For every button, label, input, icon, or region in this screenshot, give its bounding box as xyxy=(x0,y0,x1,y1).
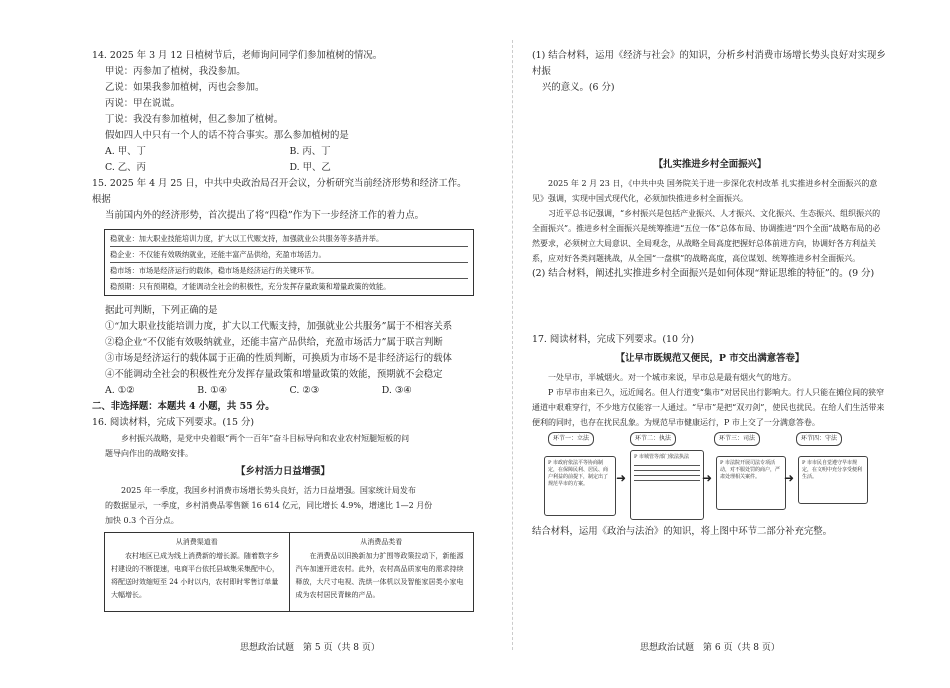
stage-4-compliance: 环节四：守法 xyxy=(796,432,842,446)
q16-intro-line2: 题导向作出的战略安排。 xyxy=(105,449,193,458)
q14-option-b[interactable]: B. 丙、丁 xyxy=(289,146,331,157)
stage-3-judiciary: 环节三：司法 xyxy=(714,432,760,446)
q16-sub2: (2) 结合材料，阐述扎实推进乡村全面振兴是如何体现“辩证思维的特征”的。(9 分) xyxy=(532,268,875,279)
stage-2-box xyxy=(630,450,704,520)
q15-item-4: ④不能调动全社会的积极性充分发挥存量政策和增量政策的效能，预期就不会稳定 xyxy=(105,369,443,380)
q14-ding: 丁说：我没有参加植树，但乙参加了植树。 xyxy=(105,114,284,125)
footer-right: 思想政治试题 第 6 页（共 8 页） xyxy=(640,643,780,653)
q15-item-2: ②稳企业“不仅能有效吸纳就业，还能丰富产品供给，充盈市场活力”属于联言判断 xyxy=(105,337,443,348)
q15-box-line: 稳企业：不仅能有效吸纳就业，还能丰富产品供给，充盈市场活力。 xyxy=(110,247,468,263)
question-16 xyxy=(92,415,474,612)
q15-option-d[interactable]: D. ③④ xyxy=(381,385,412,396)
q15-options xyxy=(92,383,474,399)
question-17 xyxy=(532,332,888,540)
q15-stem-line1: 15. 2025 年 4 月 25 日，中共中央政治局召开会议，分析研究当前经济形势和经济工作。根据 xyxy=(92,178,467,205)
blank-line[interactable] xyxy=(634,465,700,466)
q17-material-title: 【让早市既规范又便民，P 市交出满意答卷】 xyxy=(615,353,805,364)
stage-1-legislation: 环节一：立法 xyxy=(548,432,594,446)
q16-two-column-box xyxy=(104,532,474,612)
q16-material-p1: 2025 年 2 月 23 日，《中共中央 国务院关于进一步深化农村改革 扎实推进乡村全面振兴的意见》强调，实现中国式现代化，必须加快推进乡村全面振兴。 xyxy=(532,179,878,203)
q16-sub1-line2: 兴的意义。(6 分) xyxy=(542,82,615,93)
consumption-channel-text: 农村地区已成为线上消费新的增长源。随着数字乡村建设的不断提速，电商平台依托县域集采集配中心，将配送时效缩短至 24 小时以内，农村即时零售订单量大幅增长。 xyxy=(111,552,279,599)
q15-option-c[interactable]: C. ②③ xyxy=(289,385,320,396)
q14-bing: 丙说：甲在说谎。 xyxy=(105,98,181,109)
q14-question: 假如四人中只有一个人的话不符合事实。那么参加植树的是 xyxy=(105,130,349,141)
stage-4-box: P 市市民自觉遵守早市规定，在文明中充分享受便利生活。 xyxy=(798,456,868,504)
stage-2-box-text: P 市城管等部门依法执法 xyxy=(634,454,689,460)
blank-line[interactable] xyxy=(634,480,700,481)
stage-2-enforcement: 环节二：执法 xyxy=(630,432,676,446)
q14-option-d[interactable]: D. 甲、乙 xyxy=(289,162,331,173)
consumption-category-text: 在消费品以旧换新加力扩围等政策拉动下，新能源汽车加速开进农村。此外，农村高品质家电的需求持续释放，大尺寸电视、洗烘一体机以及智能家居类小家电成为农村居民青睐的产品。 xyxy=(295,552,464,599)
left-page xyxy=(92,48,474,612)
consumption-category-cell xyxy=(290,533,474,611)
q14-option-a[interactable]: A. 甲、丁 xyxy=(105,146,146,157)
q15-stem-line2: 当前国内外的经济形势，首次提出了将“四稳”作为下一步经济工作的着力点。 xyxy=(105,210,424,221)
q14-options-row2 xyxy=(92,160,474,176)
consumption-channel-cell xyxy=(105,533,290,611)
q17-material-p2: P 市早市由来已久，远近闻名。但人行道变“集市”对居民出行影响大。行人只能在摊位间的狭窄通道中艰难穿行，不少地方仅能容一人通过。“早市”是把“双刃剑”，使民也扰民。在给人们生活带来便利的同时，也存在扰民乱象。为规范早市健康运行，P 市上交了一分满意答卷。 xyxy=(532,388,885,427)
q15-material-box xyxy=(104,229,474,296)
q16-sub1-line1: (1) 结合材料，运用《经济与社会》的知识，分析乡村消费市场增长势头良好对实现乡村振 xyxy=(532,50,886,77)
consumption-category-title: 从消费品类看 xyxy=(360,538,403,546)
q15-option-a[interactable]: A. ①② xyxy=(105,385,135,396)
q15-option-b[interactable]: B. ①④ xyxy=(197,385,227,396)
q17-question: 结合材料，运用《政治与法治》的知识，将上图中环节二部分补充完整。 xyxy=(532,526,833,537)
q14-option-c[interactable]: C. 乙、丙 xyxy=(105,162,146,173)
right-page xyxy=(532,48,888,540)
question-14 xyxy=(92,48,474,176)
q14-jia: 甲说：丙参加了植树，我没参加。 xyxy=(105,66,246,77)
q14-options-row1 xyxy=(92,144,474,160)
question-15 xyxy=(92,176,474,399)
blank-line[interactable] xyxy=(634,475,700,476)
q17-stem: 17. 阅读材料，完成下列要求。(10 分) xyxy=(532,334,694,345)
q16-material-title: 【乡村活力日益增强】 xyxy=(236,466,330,477)
consumption-channel-title: 从消费渠道看 xyxy=(175,538,218,546)
q16-para-line2: 的数据显示，一季度，乡村消费品零售额 16 614 亿元，同比增长 4.9%，增速比 1—2 月份 xyxy=(105,501,433,510)
q16-stem: 16. 阅读材料，完成下列要求。(15 分) xyxy=(92,417,254,428)
blank-line[interactable] xyxy=(634,470,700,471)
q14-stem: 14. 2025 年 3 月 12 日植树节后，老师询问同学们参加植树的情况。 xyxy=(92,50,383,61)
footer-left: 思想政治试题 第 5 页（共 8 页） xyxy=(240,643,380,653)
arrow-right-icon: ➜ xyxy=(784,471,795,485)
q16-intro-line1: 乡村振兴战略，是党中央着眼“两个一百年”奋斗目标导向和农业农村短腿短板的问 xyxy=(121,434,410,443)
q16-para-line3: 加快 0.3 个百分点。 xyxy=(105,516,179,525)
q15-box-line: 稳就业：加大职业技能培训力度，扩大以工代赈支持，加强就业公共服务等多措并举。 xyxy=(110,231,468,247)
q15-box-line: 稳市场：市场是经济运行的载体，稳市场是经济运行的关键环节。 xyxy=(110,263,468,279)
section-2-heading: 二、非选择题：本题共 4 小题，共 55 分。 xyxy=(92,401,275,412)
q15-item-3: ③市场是经济运行的载体属于正确的性质判断，可换质为市场不是非经济运行的载体 xyxy=(105,353,452,364)
q15-question: 据此可判断，下列正确的是 xyxy=(105,305,218,316)
q15-box-line: 稳预期：只有预期稳，才能调动全社会的积极性，充分发挥存量政策和增量政策的效能。 xyxy=(110,282,391,291)
stage-1-box: P 市政府依法平等协商制定，在保障民利、居民、商户利益的前提下，制定出了规范早市的方案。 xyxy=(544,456,616,516)
answer-space-2[interactable] xyxy=(532,282,888,332)
q16-material-p2: 习近平总书记强调，“乡村振兴是包括产业振兴、人才振兴、文化振兴、生态振兴、组织振兴的全面振兴”。推进乡村全面振兴是统筹推进“五位一体”总体布局、协调推进“四个全面”战略布局的必然要求，必须树立大局意识、全局观念，从战略全局高度把握好总体前进方向，协调好各方利益关系，应对好各类问题挑战，从全国“一盘棋”的战略高度，高位谋划、统筹推进乡村全面振兴。 xyxy=(532,209,881,263)
stage-3-box: P 市法院开展司法专项活动，对不服处罚的商户，严肃处理相关案件。 xyxy=(716,456,786,510)
q16-material-title-2: 【扎实推进乡村全面振兴】 xyxy=(653,159,767,170)
q14-yi: 乙说：如果我参加植树，丙也会参加。 xyxy=(105,82,265,93)
answer-space-1[interactable] xyxy=(532,96,888,154)
q16-para-line1: 2025 年一季度，我国乡村消费市场增长势头良好，活力日益增强。国家统计局发布 xyxy=(121,486,416,495)
arrow-right-icon: ➜ xyxy=(616,471,627,485)
arrow-right-icon: ➜ xyxy=(702,471,713,485)
q15-item-1: ①“加大职业技能培训力度，扩大以工代赈支持，加强就业公共服务”属于不相容关系 xyxy=(105,321,453,332)
q17-material-p1: 一处早市，半城烟火。对一个城市来说，早市总是最有烟火气的地方。 xyxy=(548,373,796,382)
law-process-diagram xyxy=(544,432,874,520)
page-divider xyxy=(512,40,513,650)
